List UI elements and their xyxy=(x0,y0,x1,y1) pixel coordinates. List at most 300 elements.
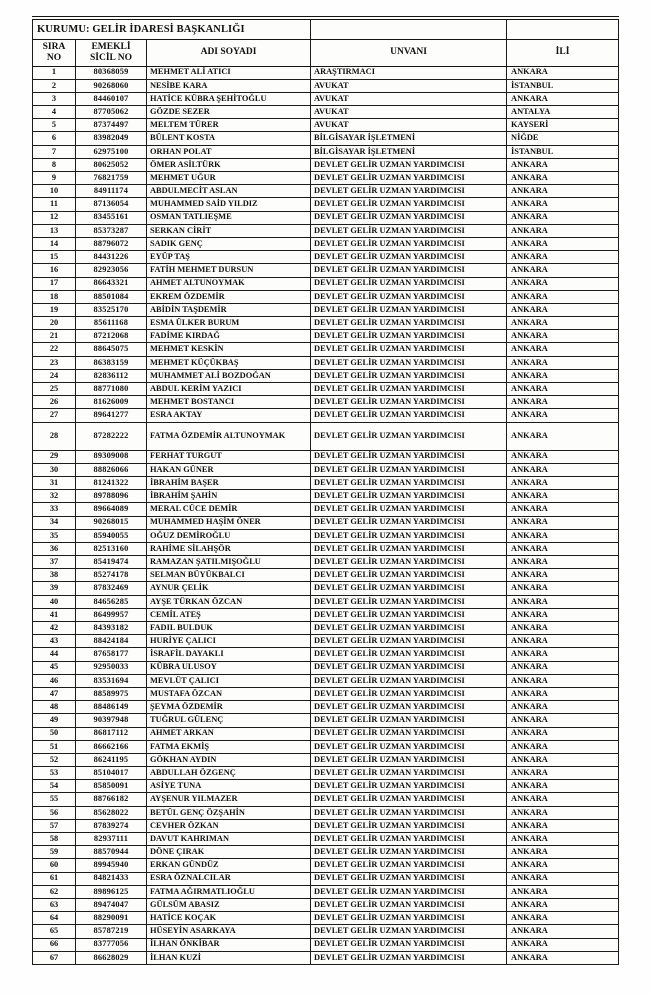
cell-sira-no: 58 xyxy=(33,833,76,846)
cell-ili: İSTANBUL xyxy=(507,79,619,92)
table-row xyxy=(33,463,619,476)
table-row xyxy=(33,569,619,582)
cell-adi-soyadi: EYÜP TAŞ xyxy=(147,251,311,264)
cell-unvani: DEVLET GELİR UZMAN YARDIMCISI xyxy=(311,674,507,687)
cell-ili: ANKARA xyxy=(507,846,619,859)
cell-unvani: DEVLET GELİR UZMAN YARDIMCISI xyxy=(311,767,507,780)
cell-emekli-sicil-no: 84431226 xyxy=(76,251,147,264)
table-row xyxy=(33,793,619,806)
cell-sira-no: 31 xyxy=(33,476,76,489)
cell-ili: ANKARA xyxy=(507,237,619,250)
cell-unvani: DEVLET GELİR UZMAN YARDIMCISI xyxy=(311,727,507,740)
cell-adi-soyadi: İLHAN KUZİ xyxy=(147,951,311,964)
cell-sira-no: 62 xyxy=(33,885,76,898)
cell-adi-soyadi: OĞUZ DEMİROĞLU xyxy=(147,529,311,542)
cell-emekli-sicil-no: 85611168 xyxy=(76,317,147,330)
column-header-adi-soyadi: ADI SOYADI xyxy=(147,39,311,66)
column-header-ili: İLİ xyxy=(507,39,619,66)
cell-sira-no: 38 xyxy=(33,569,76,582)
cell-emekli-sicil-no: 89945940 xyxy=(76,859,147,872)
cell-adi-soyadi: İBRAHİM BAŞER xyxy=(147,476,311,489)
cell-unvani: DEVLET GELİR UZMAN YARDIMCISI xyxy=(311,450,507,463)
table-row xyxy=(33,938,619,951)
cell-ili: ANKARA xyxy=(507,422,619,450)
cell-unvani: DEVLET GELİR UZMAN YARDIMCISI xyxy=(311,806,507,819)
cell-ili: ANKARA xyxy=(507,303,619,316)
cell-unvani: DEVLET GELİR UZMAN YARDIMCISI xyxy=(311,635,507,648)
table-row xyxy=(33,369,619,382)
cell-sira-no: 20 xyxy=(33,317,76,330)
cell-ili: ANKARA xyxy=(507,369,619,382)
cell-emekli-sicil-no: 90268015 xyxy=(76,516,147,529)
cell-unvani: DEVLET GELİR UZMAN YARDIMCISI xyxy=(311,185,507,198)
table-row xyxy=(33,172,619,185)
cell-unvani: AVUKAT xyxy=(311,92,507,105)
cell-emekli-sicil-no: 87374497 xyxy=(76,119,147,132)
cell-emekli-sicil-no: 82836112 xyxy=(76,369,147,382)
table-row xyxy=(33,582,619,595)
cell-adi-soyadi: GÜLSÜM ABASIZ xyxy=(147,898,311,911)
cell-emekli-sicil-no: 88486149 xyxy=(76,701,147,714)
cell-ili: ANKARA xyxy=(507,740,619,753)
cell-sira-no: 19 xyxy=(33,303,76,316)
cell-unvani: DEVLET GELİR UZMAN YARDIMCISI xyxy=(311,885,507,898)
table-row xyxy=(33,951,619,964)
cell-sira-no: 29 xyxy=(33,450,76,463)
cell-sira-no: 36 xyxy=(33,542,76,555)
cell-emekli-sicil-no: 88771080 xyxy=(76,383,147,396)
cell-emekli-sicil-no: 84656285 xyxy=(76,595,147,608)
cell-adi-soyadi: İBRAHİM ŞAHİN xyxy=(147,490,311,503)
cell-adi-soyadi: MERAL CÜCE DEMİR xyxy=(147,503,311,516)
table-row xyxy=(33,529,619,542)
cell-unvani: DEVLET GELİR UZMAN YARDIMCISI xyxy=(311,529,507,542)
cell-emekli-sicil-no: 83455161 xyxy=(76,211,147,224)
cell-sira-no: 49 xyxy=(33,714,76,727)
cell-adi-soyadi: RAHİME SİLAHŞÖR xyxy=(147,542,311,555)
cell-adi-soyadi: MUHAMMED HAŞİM ÖNER xyxy=(147,516,311,529)
cell-sira-no: 11 xyxy=(33,198,76,211)
cell-ili: ANKARA xyxy=(507,714,619,727)
table-row xyxy=(33,859,619,872)
table-row xyxy=(33,185,619,198)
cell-emekli-sicil-no: 82513160 xyxy=(76,542,147,555)
cell-adi-soyadi: FATİH MEHMET DURSUN xyxy=(147,264,311,277)
cell-sira-no: 17 xyxy=(33,277,76,290)
table-row xyxy=(33,330,619,343)
cell-sira-no: 40 xyxy=(33,595,76,608)
cell-ili: ANKARA xyxy=(507,264,619,277)
cell-adi-soyadi: HURİYE ÇALICI xyxy=(147,635,311,648)
cell-adi-soyadi: ABİDİN TAŞDEMİR xyxy=(147,303,311,316)
cell-ili: ANKARA xyxy=(507,92,619,105)
cell-unvani: DEVLET GELİR UZMAN YARDIMCISI xyxy=(311,582,507,595)
cell-sira-no: 46 xyxy=(33,674,76,687)
table-row xyxy=(33,767,619,780)
cell-ili: ANKARA xyxy=(507,185,619,198)
cell-emekli-sicil-no: 86643321 xyxy=(76,277,147,290)
cell-adi-soyadi: FATMA EKMİŞ xyxy=(147,740,311,753)
cell-sira-no: 63 xyxy=(33,898,76,911)
cell-adi-soyadi: FERHAT TURGUT xyxy=(147,450,311,463)
cell-sira-no: 30 xyxy=(33,463,76,476)
cell-ili: ANKARA xyxy=(507,925,619,938)
cell-sira-no: 15 xyxy=(33,251,76,264)
cell-adi-soyadi: RAMAZAN ŞATILMIŞOĞLU xyxy=(147,556,311,569)
cell-emekli-sicil-no: 83525170 xyxy=(76,303,147,316)
cell-sira-no: 10 xyxy=(33,185,76,198)
cell-ili: ANKARA xyxy=(507,622,619,635)
cell-emekli-sicil-no: 85940055 xyxy=(76,529,147,542)
cell-adi-soyadi: FATMA ÖZDEMİR ALTUNOYMAK xyxy=(147,422,311,450)
cell-unvani: DEVLET GELİR UZMAN YARDIMCISI xyxy=(311,158,507,171)
cell-sira-no: 5 xyxy=(33,119,76,132)
table-row xyxy=(33,687,619,700)
cell-adi-soyadi: ŞEYMA ÖZDEMİR xyxy=(147,701,311,714)
cell-emekli-sicil-no: 84911174 xyxy=(76,185,147,198)
cell-sira-no: 12 xyxy=(33,211,76,224)
cell-adi-soyadi: BÜLENT KOSTA xyxy=(147,132,311,145)
table-row xyxy=(33,701,619,714)
cell-ili: ANKARA xyxy=(507,806,619,819)
cell-adi-soyadi: ESMA ÜLKER BURUM xyxy=(147,317,311,330)
cell-emekli-sicil-no: 87832469 xyxy=(76,582,147,595)
table-row xyxy=(33,303,619,316)
table-row xyxy=(33,819,619,832)
cell-unvani: DEVLET GELİR UZMAN YARDIMCISI xyxy=(311,317,507,330)
table-row xyxy=(33,251,619,264)
table-row xyxy=(33,727,619,740)
cell-emekli-sicil-no: 82923056 xyxy=(76,264,147,277)
table-row xyxy=(33,648,619,661)
cell-sira-no: 55 xyxy=(33,793,76,806)
table-row xyxy=(33,595,619,608)
cell-adi-soyadi: TUĞRUL GÜLENÇ xyxy=(147,714,311,727)
cell-unvani: DEVLET GELİR UZMAN YARDIMCISI xyxy=(311,622,507,635)
cell-ili: ANKARA xyxy=(507,277,619,290)
cell-emekli-sicil-no: 87839274 xyxy=(76,819,147,832)
cell-unvani: ARAŞTIRMACI xyxy=(311,66,507,79)
table-row xyxy=(33,396,619,409)
cell-ili: ANKARA xyxy=(507,290,619,303)
cell-sira-no: 43 xyxy=(33,635,76,648)
cell-ili: İSTANBUL xyxy=(507,145,619,158)
cell-emekli-sicil-no: 84393182 xyxy=(76,622,147,635)
cell-unvani: DEVLET GELİR UZMAN YARDIMCISI xyxy=(311,595,507,608)
table-row xyxy=(33,622,619,635)
cell-adi-soyadi: MEHMET KÜÇÜKBAŞ xyxy=(147,356,311,369)
cell-ili: ANKARA xyxy=(507,951,619,964)
cell-ili: ANKARA xyxy=(507,687,619,700)
cell-adi-soyadi: FADİME KIRDAĞ xyxy=(147,330,311,343)
cell-sira-no: 52 xyxy=(33,753,76,766)
cell-emekli-sicil-no: 87282222 xyxy=(76,422,147,450)
personnel-table xyxy=(32,16,619,965)
table-row xyxy=(33,872,619,885)
cell-adi-soyadi: HAKAN GÜNER xyxy=(147,463,311,476)
cell-sira-no: 53 xyxy=(33,767,76,780)
cell-unvani: DEVLET GELİR UZMAN YARDIMCISI xyxy=(311,648,507,661)
cell-sira-no: 66 xyxy=(33,938,76,951)
cell-ili: NİĞDE xyxy=(507,132,619,145)
table-row xyxy=(33,780,619,793)
cell-emekli-sicil-no: 82937111 xyxy=(76,833,147,846)
cell-unvani: DEVLET GELİR UZMAN YARDIMCISI xyxy=(311,661,507,674)
cell-sira-no: 50 xyxy=(33,727,76,740)
cell-emekli-sicil-no: 86817112 xyxy=(76,727,147,740)
institution-title: KURUMU: GELİR İDARESİ BAŞKANLIĞI xyxy=(33,18,311,39)
cell-adi-soyadi: EKREM ÖZDEMİR xyxy=(147,290,311,303)
cell-adi-soyadi: MEHMET UĞUR xyxy=(147,172,311,185)
cell-emekli-sicil-no: 88424184 xyxy=(76,635,147,648)
cell-sira-no: 33 xyxy=(33,503,76,516)
table-row xyxy=(33,343,619,356)
cell-emekli-sicil-no: 85104017 xyxy=(76,767,147,780)
cell-unvani: DEVLET GELİR UZMAN YARDIMCISI xyxy=(311,608,507,621)
cell-emekli-sicil-no: 89896125 xyxy=(76,885,147,898)
cell-ili: ANKARA xyxy=(507,701,619,714)
cell-ili: ANKARA xyxy=(507,529,619,542)
table-row xyxy=(33,79,619,92)
cell-sira-no: 37 xyxy=(33,556,76,569)
table-row xyxy=(33,66,619,79)
column-header-sira-no: SIRA NO xyxy=(33,39,76,66)
cell-adi-soyadi: MEHMET KESKİN xyxy=(147,343,311,356)
cell-sira-no: 23 xyxy=(33,356,76,369)
cell-unvani: DEVLET GELİR UZMAN YARDIMCISI xyxy=(311,912,507,925)
cell-unvani: AVUKAT xyxy=(311,79,507,92)
cell-adi-soyadi: SERKAN CİRİT xyxy=(147,224,311,237)
cell-emekli-sicil-no: 62975100 xyxy=(76,145,147,158)
cell-unvani: DEVLET GELİR UZMAN YARDIMCISI xyxy=(311,303,507,316)
cell-ili: ANKARA xyxy=(507,753,619,766)
table-row xyxy=(33,409,619,422)
cell-adi-soyadi: MEHMET ALİ ATICI xyxy=(147,66,311,79)
cell-unvani: DEVLET GELİR UZMAN YARDIMCISI xyxy=(311,819,507,832)
cell-sira-no: 44 xyxy=(33,648,76,661)
cell-adi-soyadi: ORHAN POLAT xyxy=(147,145,311,158)
cell-adi-soyadi: NESİBE KARA xyxy=(147,79,311,92)
cell-adi-soyadi: MELTEM TÜRER xyxy=(147,119,311,132)
cell-emekli-sicil-no: 88826066 xyxy=(76,463,147,476)
cell-emekli-sicil-no: 88645075 xyxy=(76,343,147,356)
cell-emekli-sicil-no: 86662166 xyxy=(76,740,147,753)
cell-emekli-sicil-no: 89309008 xyxy=(76,450,147,463)
cell-sira-no: 28 xyxy=(33,422,76,450)
cell-emekli-sicil-no: 87658177 xyxy=(76,648,147,661)
cell-unvani: DEVLET GELİR UZMAN YARDIMCISI xyxy=(311,409,507,422)
cell-adi-soyadi: GÖKHAN AYDIN xyxy=(147,753,311,766)
table-row xyxy=(33,925,619,938)
cell-adi-soyadi: FADIL BULDUK xyxy=(147,622,311,635)
cell-sira-no: 22 xyxy=(33,343,76,356)
table-row xyxy=(33,264,619,277)
cell-ili: ANKARA xyxy=(507,648,619,661)
column-header-unvani: UNVANI xyxy=(311,39,507,66)
title-row-empty-cell-unvani xyxy=(311,18,507,39)
cell-ili: ANKARA xyxy=(507,356,619,369)
cell-adi-soyadi: CEMİL ATEŞ xyxy=(147,608,311,621)
table-row xyxy=(33,542,619,555)
cell-emekli-sicil-no: 83777056 xyxy=(76,938,147,951)
cell-ili: ANKARA xyxy=(507,793,619,806)
cell-ili: ANKARA xyxy=(507,542,619,555)
table-row xyxy=(33,846,619,859)
cell-sira-no: 16 xyxy=(33,264,76,277)
cell-unvani: DEVLET GELİR UZMAN YARDIMCISI xyxy=(311,701,507,714)
table-row xyxy=(33,714,619,727)
cell-sira-no: 18 xyxy=(33,290,76,303)
table-header xyxy=(33,18,619,66)
cell-ili: KAYSERİ xyxy=(507,119,619,132)
cell-sira-no: 1 xyxy=(33,66,76,79)
cell-sira-no: 65 xyxy=(33,925,76,938)
cell-ili: ANKARA xyxy=(507,172,619,185)
table-row xyxy=(33,635,619,648)
cell-emekli-sicil-no: 81626009 xyxy=(76,396,147,409)
table-row xyxy=(33,92,619,105)
cell-sira-no: 3 xyxy=(33,92,76,105)
cell-sira-no: 57 xyxy=(33,819,76,832)
cell-unvani: DEVLET GELİR UZMAN YARDIMCISI xyxy=(311,356,507,369)
table-row xyxy=(33,608,619,621)
cell-ili: ANTALYA xyxy=(507,106,619,119)
table-row xyxy=(33,317,619,330)
table-row xyxy=(33,516,619,529)
cell-emekli-sicil-no: 85419474 xyxy=(76,556,147,569)
cell-adi-soyadi: ÖMER ASİLTÜRK xyxy=(147,158,311,171)
cell-sira-no: 7 xyxy=(33,145,76,158)
cell-sira-no: 48 xyxy=(33,701,76,714)
cell-unvani: DEVLET GELİR UZMAN YARDIMCISI xyxy=(311,556,507,569)
table-row xyxy=(33,119,619,132)
cell-emekli-sicil-no: 89641277 xyxy=(76,409,147,422)
cell-sira-no: 2 xyxy=(33,79,76,92)
table-row xyxy=(33,158,619,171)
cell-sira-no: 42 xyxy=(33,622,76,635)
cell-emekli-sicil-no: 85628022 xyxy=(76,806,147,819)
table-row xyxy=(33,106,619,119)
cell-emekli-sicil-no: 86628029 xyxy=(76,951,147,964)
cell-sira-no: 9 xyxy=(33,172,76,185)
cell-ili: ANKARA xyxy=(507,211,619,224)
cell-unvani: DEVLET GELİR UZMAN YARDIMCISI xyxy=(311,290,507,303)
cell-sira-no: 56 xyxy=(33,806,76,819)
cell-sira-no: 54 xyxy=(33,780,76,793)
cell-ili: ANKARA xyxy=(507,767,619,780)
table-row xyxy=(33,898,619,911)
cell-adi-soyadi: KÜBRA ULUSOY xyxy=(147,661,311,674)
cell-adi-soyadi: AYŞENUR YILMAZER xyxy=(147,793,311,806)
cell-emekli-sicil-no: 87136054 xyxy=(76,198,147,211)
cell-ili: ANKARA xyxy=(507,833,619,846)
cell-sira-no: 26 xyxy=(33,396,76,409)
cell-unvani: DEVLET GELİR UZMAN YARDIMCISI xyxy=(311,846,507,859)
cell-unvani: DEVLET GELİR UZMAN YARDIMCISI xyxy=(311,422,507,450)
cell-sira-no: 6 xyxy=(33,132,76,145)
table-row xyxy=(33,661,619,674)
cell-ili: ANKARA xyxy=(507,859,619,872)
cell-ili: ANKARA xyxy=(507,569,619,582)
cell-sira-no: 51 xyxy=(33,740,76,753)
table-row xyxy=(33,806,619,819)
table-row xyxy=(33,833,619,846)
cell-adi-soyadi: ABDULMECİT ASLAN xyxy=(147,185,311,198)
table-row xyxy=(33,290,619,303)
column-header-emekli-sicil-no: EMEKLİ SİCİL NO xyxy=(76,39,147,66)
cell-emekli-sicil-no: 89664089 xyxy=(76,503,147,516)
cell-sira-no: 21 xyxy=(33,330,76,343)
cell-unvani: DEVLET GELİR UZMAN YARDIMCISI xyxy=(311,343,507,356)
cell-sira-no: 25 xyxy=(33,383,76,396)
table-row xyxy=(33,224,619,237)
institution-title-row xyxy=(33,18,619,39)
cell-ili: ANKARA xyxy=(507,819,619,832)
cell-unvani: DEVLET GELİR UZMAN YARDIMCISI xyxy=(311,753,507,766)
table-row xyxy=(33,740,619,753)
title-row-empty-cell-ili xyxy=(507,18,619,39)
cell-ili: ANKARA xyxy=(507,409,619,422)
cell-emekli-sicil-no: 88570944 xyxy=(76,846,147,859)
cell-emekli-sicil-no: 85373287 xyxy=(76,224,147,237)
cell-adi-soyadi: ABDUL KERİM YAZICI xyxy=(147,383,311,396)
cell-ili: ANKARA xyxy=(507,635,619,648)
table-row xyxy=(33,132,619,145)
cell-ili: ANKARA xyxy=(507,595,619,608)
cell-adi-soyadi: AYŞE TÜRKAN ÖZCAN xyxy=(147,595,311,608)
table-row xyxy=(33,450,619,463)
cell-unvani: AVUKAT xyxy=(311,119,507,132)
cell-emekli-sicil-no: 84821433 xyxy=(76,872,147,885)
cell-ili: ANKARA xyxy=(507,503,619,516)
cell-adi-soyadi: DÖNE ÇIRAK xyxy=(147,846,311,859)
cell-emekli-sicil-no: 86241195 xyxy=(76,753,147,766)
cell-emekli-sicil-no: 80625052 xyxy=(76,158,147,171)
cell-adi-soyadi: GÖZDE SEZER xyxy=(147,106,311,119)
cell-ili: ANKARA xyxy=(507,317,619,330)
table-row xyxy=(33,198,619,211)
cell-adi-soyadi: OSMAN TATLIEŞME xyxy=(147,211,311,224)
cell-adi-soyadi: HATİCE KÜBRA ŞEHİTOĞLU xyxy=(147,92,311,105)
cell-sira-no: 60 xyxy=(33,859,76,872)
table-row xyxy=(33,383,619,396)
cell-emekli-sicil-no: 84460107 xyxy=(76,92,147,105)
cell-adi-soyadi: AHMET ARKAN xyxy=(147,727,311,740)
cell-sira-no: 32 xyxy=(33,490,76,503)
cell-ili: ANKARA xyxy=(507,396,619,409)
cell-sira-no: 45 xyxy=(33,661,76,674)
column-header-row xyxy=(33,39,619,66)
table-row xyxy=(33,422,619,450)
cell-emekli-sicil-no: 86499957 xyxy=(76,608,147,621)
cell-sira-no: 4 xyxy=(33,106,76,119)
cell-adi-soyadi: MUSTAFA ÖZCAN xyxy=(147,687,311,700)
cell-ili: ANKARA xyxy=(507,938,619,951)
cell-unvani: DEVLET GELİR UZMAN YARDIMCISI xyxy=(311,938,507,951)
cell-unvani: DEVLET GELİR UZMAN YARDIMCISI xyxy=(311,463,507,476)
cell-unvani: DEVLET GELİR UZMAN YARDIMCISI xyxy=(311,859,507,872)
cell-emekli-sicil-no: 86383159 xyxy=(76,356,147,369)
cell-emekli-sicil-no: 90268060 xyxy=(76,79,147,92)
cell-adi-soyadi: HATİCE KOÇAK xyxy=(147,912,311,925)
table-row xyxy=(33,753,619,766)
cell-emekli-sicil-no: 85787219 xyxy=(76,925,147,938)
cell-ili: ANKARA xyxy=(507,674,619,687)
cell-unvani: DEVLET GELİR UZMAN YARDIMCISI xyxy=(311,793,507,806)
cell-adi-soyadi: MUHAMMET ALİ BOZDOĞAN xyxy=(147,369,311,382)
cell-unvani: DEVLET GELİR UZMAN YARDIMCISI xyxy=(311,330,507,343)
cell-unvani: DEVLET GELİR UZMAN YARDIMCISI xyxy=(311,172,507,185)
